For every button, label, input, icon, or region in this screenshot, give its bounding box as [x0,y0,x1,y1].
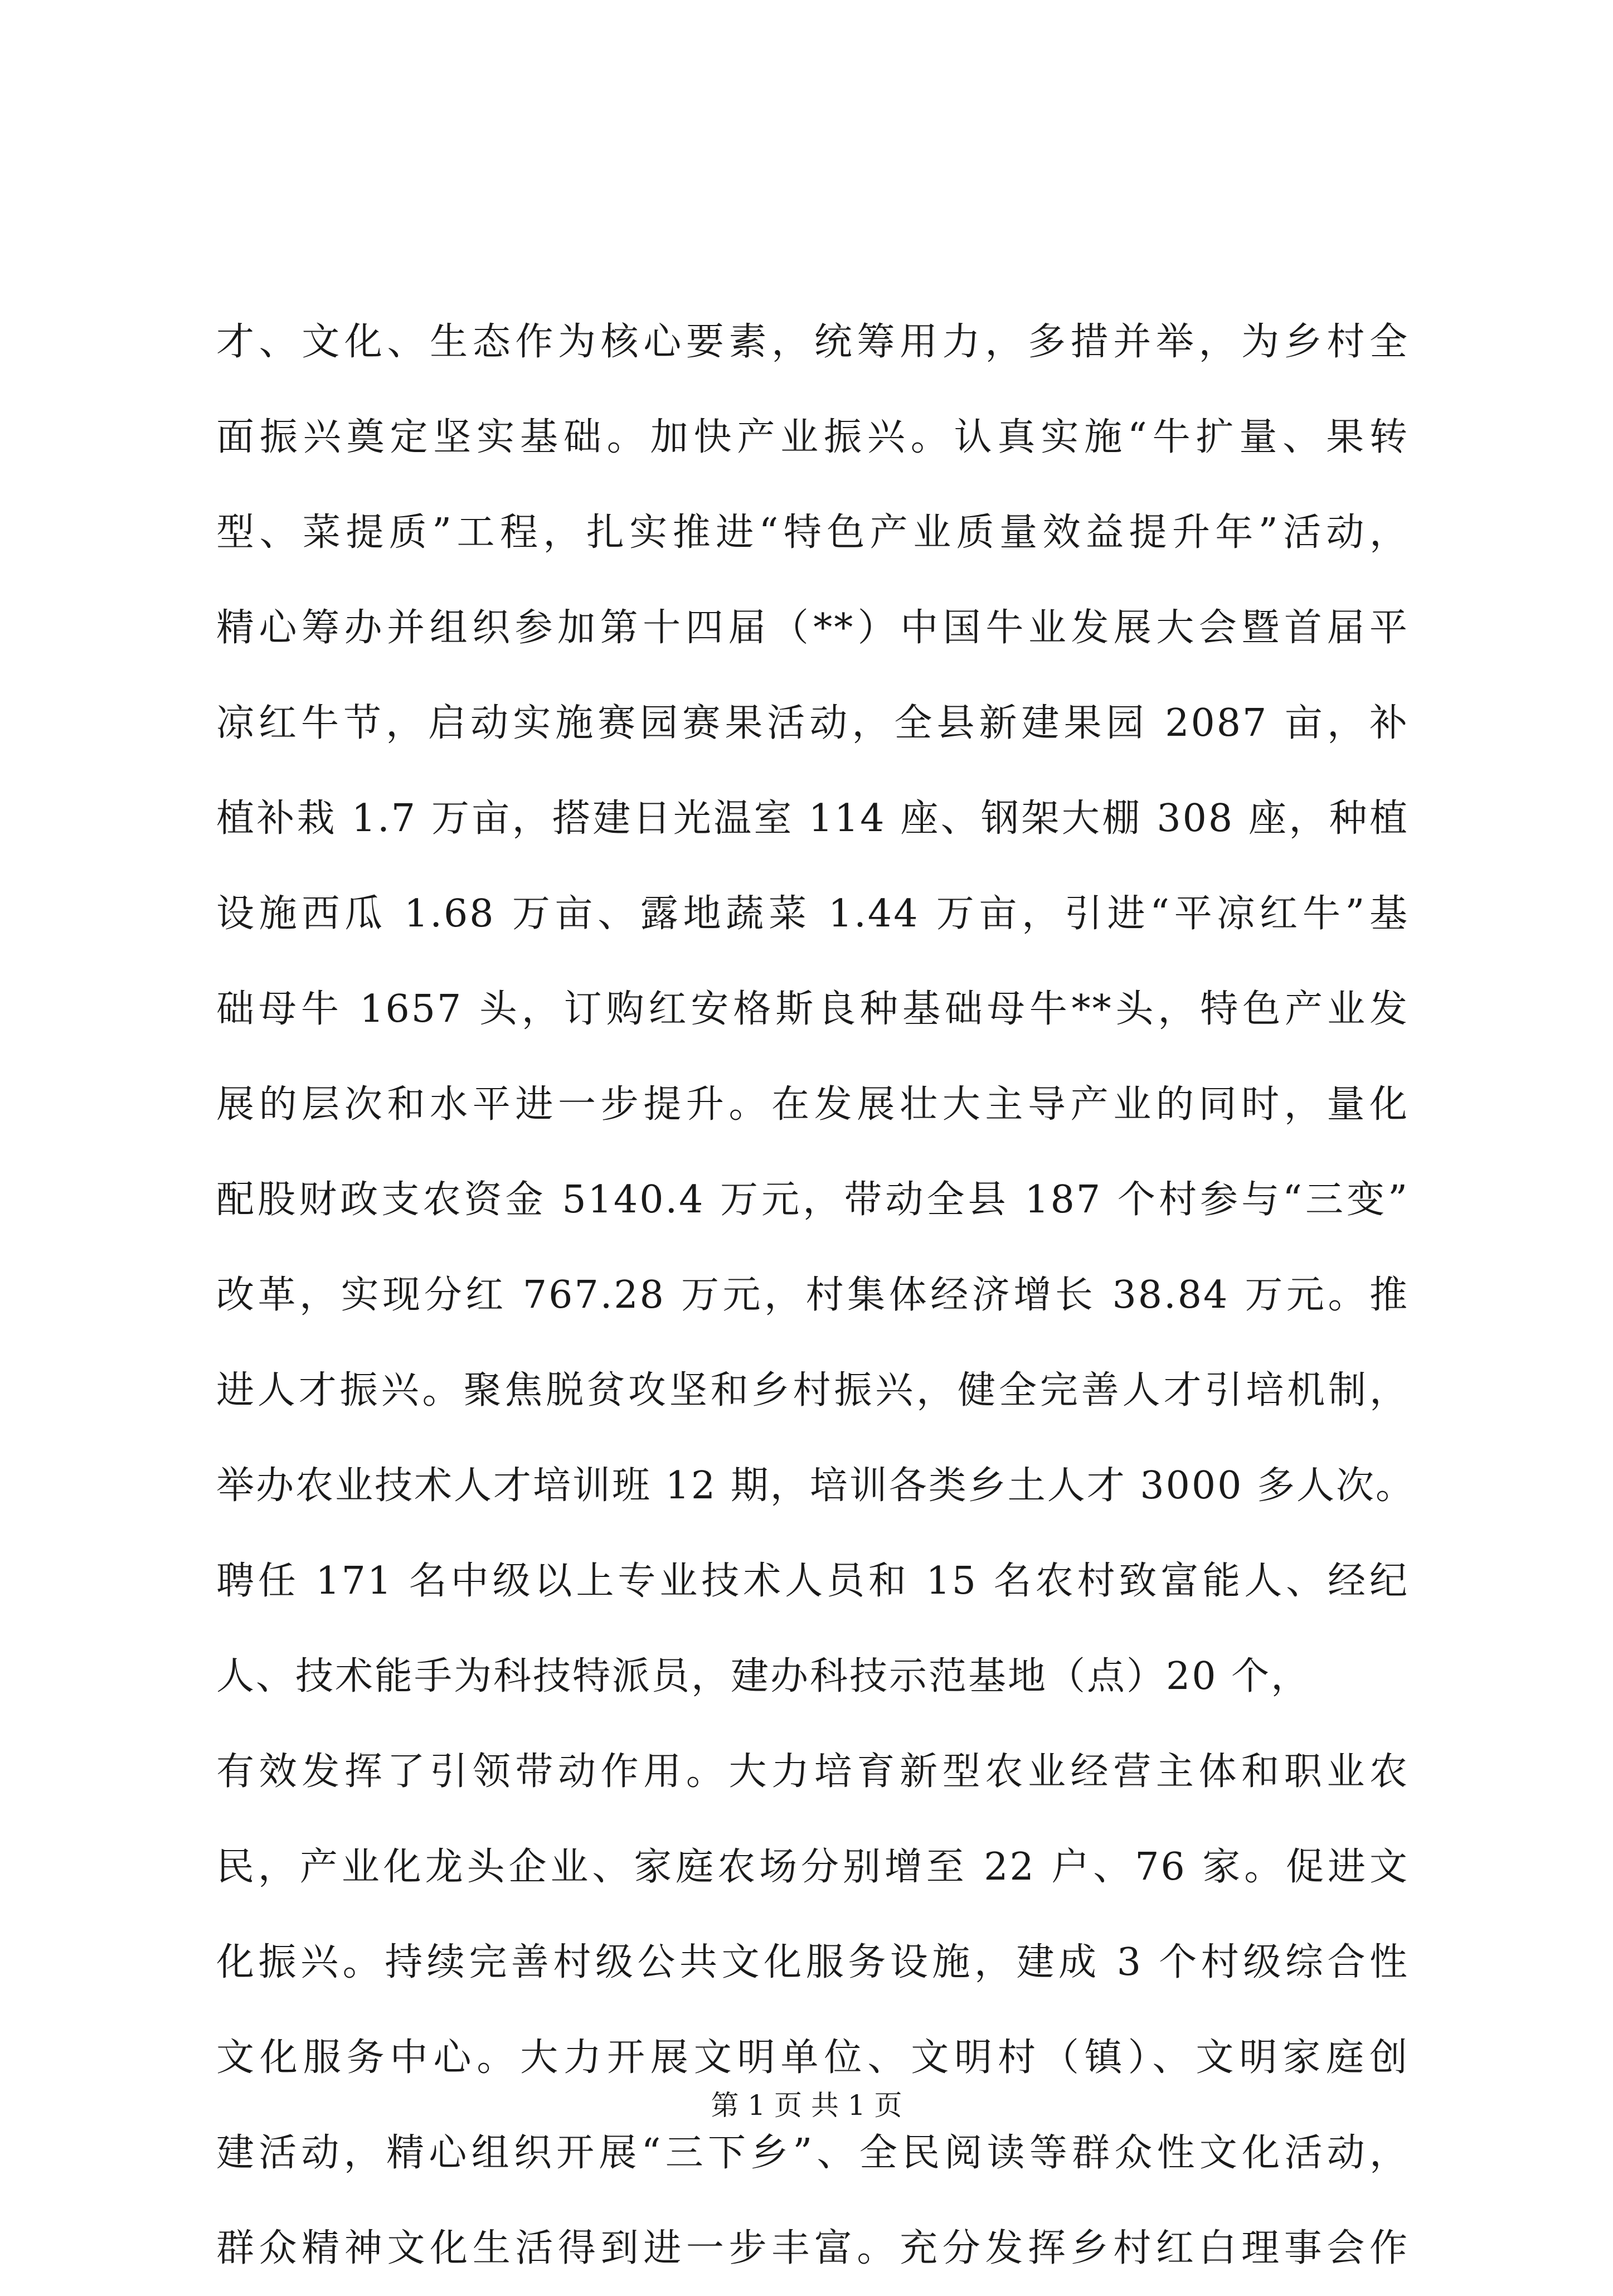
text-line: 展的层次和水平进一步提升。在发展壮大主导产业的同时，量化 [216,1083,1409,1127]
text-line: 配股财政支农资金 5140.4 万元，带动全县 187 个村参与“三变” [216,1178,1409,1222]
text-line: 精心筹办并组织参加第十四届（**）中国牛业发展大会暨首届平 [216,606,1409,650]
text-line: 面振兴奠定坚实基础。加快产业振兴。认真实施“牛扩量、果转 [216,415,1409,459]
text-line: 础母牛 1657 头，订购红安格斯良种基础母牛**头，特色产业发 [216,987,1409,1031]
text-line: 聘任 171 名中级以上专业技术人员和 15 名农村致富能人、经纪 [216,1559,1409,1603]
text-line: 人、技术能手为科技特派员，建办科技示范基地（点）20 个， [216,1654,1311,1698]
text-line: 文化服务中心。大力开展文明单位、文明村（镇）、文明家庭创 [216,2036,1409,2080]
text-line: 植补栽 1.7 万亩，搭建日光温室 114 座、钢架大棚 308 座，种植 [216,797,1409,841]
text-line: 改革，实现分红 767.28 万元，村集体经济增长 38.84 万元。推 [216,1273,1409,1317]
text-line: 民，产业化龙头企业、家庭农场分别增至 22 户、76 家。促进文 [216,1845,1409,1889]
text-line: 才、文化、生态作为核心要素，统筹用力，多措并举，为乡村全 [216,320,1409,364]
text-line: 化振兴。持续完善村级公共文化服务设施，建成 3 个村级综合性 [216,1940,1409,1984]
text-line: 设施西瓜 1.68 万亩、露地蔬菜 1.44 万亩，引进“平凉红牛”基 [216,892,1409,936]
text-line: 有效发挥了引领带动作用。大力培育新型农业经营主体和职业农 [216,1750,1409,1794]
text-line: 型、菜提质”工程，扎实推进“特色产业质量效益提升年”活动， [216,511,1409,555]
text-line: 凉红牛节，启动实施赛园赛果活动，全县新建果园 2087 亩，补 [216,701,1409,745]
text-line: 群众精神文化生活得到进一步丰富。充分发挥乡村红白理事会作 [216,2226,1409,2270]
text-line: 进人才振兴。聚焦脱贫攻坚和乡村振兴，健全完善人才引培机制， [216,1368,1409,1412]
page-footer: 第 1 页 共 1 页 [711,2089,902,2122]
text-line: 建活动，精心组织开展“三下乡”、全民阅读等群众性文化活动， [216,2131,1409,2175]
body-paragraph [216,294,1416,2296]
text-line: 举办农业技术人才培训班 12 期，培训各类乡土人才 3000 多人次。 [216,1464,1416,1508]
